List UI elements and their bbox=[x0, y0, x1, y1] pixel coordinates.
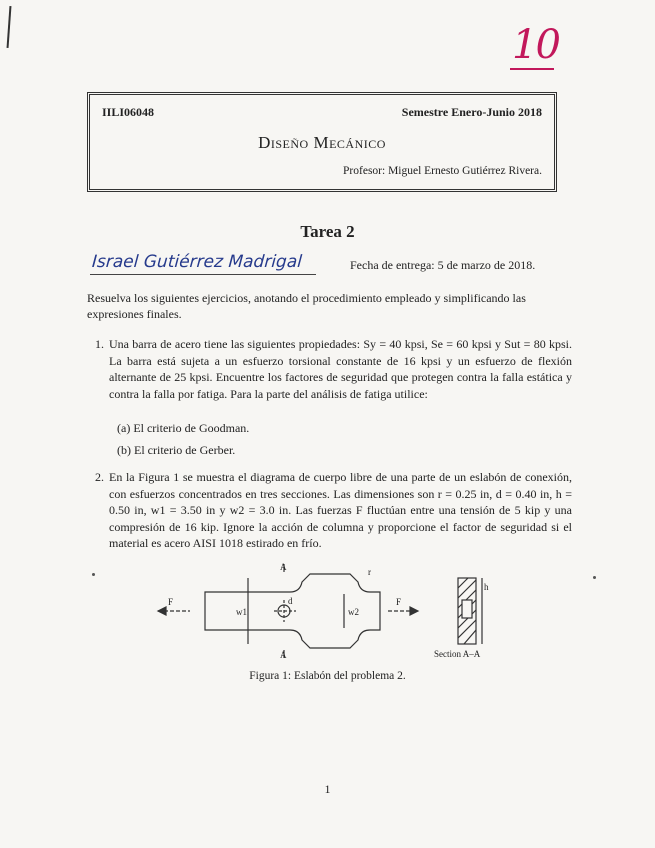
problem-1 bbox=[87, 336, 572, 457]
student-name: Israel Gutiérrez Madrigal bbox=[91, 252, 303, 272]
assignment-title: Tarea 2 bbox=[300, 222, 355, 241]
problem-number: 1. bbox=[95, 337, 104, 351]
instructions: Resuelva los siguientes ejercicios, anotando el procedimiento empleado y simplificando las expresiones finales. bbox=[87, 291, 526, 321]
scan-speck bbox=[92, 573, 95, 576]
section-view bbox=[458, 578, 482, 644]
problem-subitem-a: (a) El criterio de Goodman. bbox=[117, 421, 250, 435]
scan-speck bbox=[593, 576, 596, 579]
label-h: h bbox=[484, 582, 489, 592]
course-code: IILI06048 bbox=[102, 105, 155, 119]
margin-pen-mark bbox=[7, 6, 12, 48]
label-section-bottom: A bbox=[280, 650, 287, 660]
problem-subitem-b: (b) El criterio de Gerber. bbox=[117, 443, 236, 457]
label-force-left: F bbox=[168, 597, 174, 607]
problem-2 bbox=[87, 469, 572, 552]
problem-text: Una barra de acero tiene las siguientes propiedades: Sy = 40 kpsi, Se = 60 kpsi y Sut = 80 kpsi. La barra está sujeta a un esfuerzo torsional constante de 16 kpsi y un esfuerzo de flexión alternante de 25 kpsi. Encuentre los factores de seguridad que protegen contra la falla estática y contra la falla por fatiga. Para la parte del análisis de fatiga utilice: bbox=[109, 337, 572, 401]
page-number: 1 bbox=[324, 782, 331, 796]
link-diagram bbox=[150, 560, 510, 660]
label-d: d bbox=[288, 596, 293, 606]
semester-label: Semestre Enero-Junio 2018 bbox=[401, 105, 542, 119]
label-r: r bbox=[368, 567, 371, 577]
right-arrowhead bbox=[410, 607, 418, 615]
problem-number: 2. bbox=[95, 470, 104, 484]
professor-name: Profesor: Miguel Ernesto Gutiérrez Rivera. bbox=[343, 165, 542, 177]
section-caption: Section A–A bbox=[434, 649, 481, 659]
label-section-top: A bbox=[280, 562, 287, 572]
problem-text: En la Figura 1 se muestra el diagrama de cuerpo libre de una parte de un eslabón de conexión, con esfuerzos concentrados en tres secciones. Las dimensiones son r = 0.25 in, d = 0.40 in, h = 0.50 in, w1 = 3.50 in y w2 = 3.0 in. Las fuerzas F fluctúan entre una tensión de 5 kip y una compresión de 16 kip. Ignore la acción de columna y proporcione el factor de seguridad si el material es acero AISI 1018 estirado en frío. bbox=[109, 470, 572, 550]
student-name-underline bbox=[90, 274, 316, 275]
due-date: Fecha de entrega: 5 de marzo de 2018. bbox=[350, 258, 536, 272]
handwritten-grade: 10 bbox=[512, 22, 559, 68]
left-arrowhead bbox=[158, 607, 166, 615]
course-title: Diseño Mecánico bbox=[258, 133, 386, 152]
force-arrows bbox=[158, 607, 418, 615]
label-w1: w1 bbox=[236, 607, 247, 617]
label-force-right: F bbox=[396, 597, 402, 607]
section-hole bbox=[462, 600, 472, 618]
grade-underline bbox=[510, 68, 554, 70]
course-header-box bbox=[87, 92, 557, 192]
figure-caption: Figura 1: Eslabón del problema 2. bbox=[249, 670, 406, 682]
label-w2: w2 bbox=[348, 607, 359, 617]
